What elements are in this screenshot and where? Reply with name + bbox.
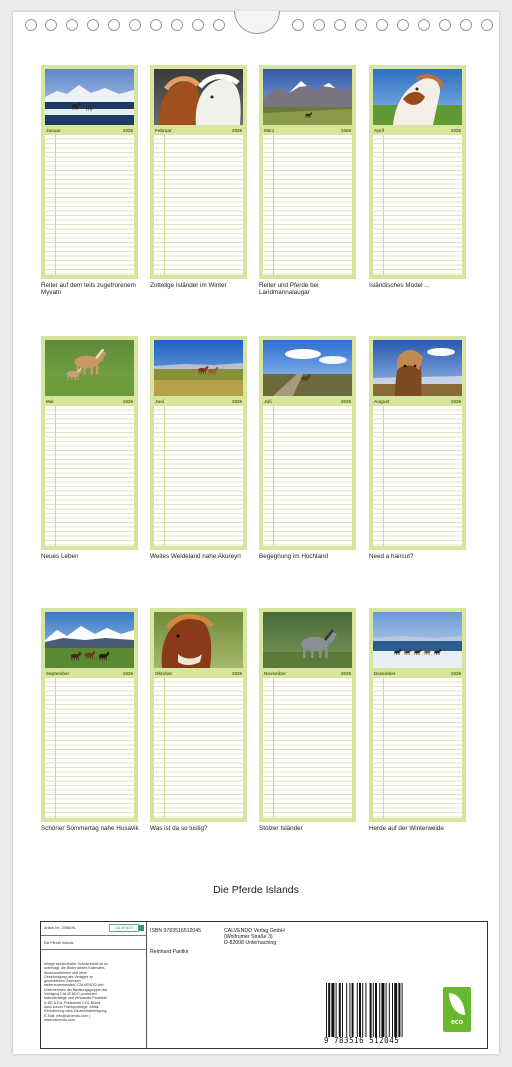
month-card-juli [259, 336, 356, 550]
binding-hole [150, 19, 162, 31]
month-photo [45, 612, 134, 668]
month-year: 2026 [450, 128, 461, 133]
month-year: 2026 [231, 399, 242, 404]
month-header [372, 397, 463, 405]
month-name: Juli [264, 399, 272, 404]
calendar-title: Die Pferde Islands [213, 884, 299, 896]
month-name: Dezember [374, 671, 396, 676]
eco-label: eco [450, 1019, 464, 1026]
month-card-januar [41, 65, 138, 279]
binding-hole [108, 19, 120, 31]
binding-hole [171, 19, 183, 31]
binding-hole [397, 19, 409, 31]
month-card-november [259, 608, 356, 822]
month-card-oktober [150, 608, 247, 822]
calendar-sheet [13, 12, 499, 1054]
day-grid [263, 135, 352, 275]
month-name: Januar [46, 128, 61, 133]
month-header [153, 126, 244, 134]
barcode-image [324, 983, 430, 1037]
isbn: ISBN 9783516512045 [150, 928, 202, 934]
month-card-april [369, 65, 466, 279]
binding-hole [418, 19, 430, 31]
month-photo [263, 612, 352, 668]
month-name: August [374, 399, 390, 404]
month-card-dezember [369, 608, 466, 822]
day-grid [154, 678, 243, 818]
day-grid [373, 135, 462, 275]
month-caption: Begegnung im Hochland [259, 553, 328, 560]
month-name: Februar [155, 128, 172, 133]
month-name: Juni [155, 399, 165, 404]
day-grid [373, 406, 462, 546]
month-card-juni [150, 336, 247, 550]
month-caption: Reiter und Pferde bei Landmannalaugar [259, 282, 319, 296]
month-caption: Weites Weideland nahe Akureyri [150, 553, 241, 560]
binding-hole [313, 19, 325, 31]
day-grid [263, 406, 352, 546]
month-header [153, 397, 244, 405]
month-card-märz [259, 65, 356, 279]
binding-hole [481, 19, 493, 31]
month-year: 2026 [231, 128, 242, 133]
binding-hole [45, 19, 57, 31]
month-caption: Stolzer Isländer [259, 825, 303, 832]
article-number: Artikel-Nr.: 2086291 [44, 926, 76, 930]
publisher-line-1: CALVENDO Verlag GmbH [224, 928, 285, 934]
month-name: Mai [46, 399, 54, 404]
day-grid [45, 135, 134, 275]
month-photo [45, 340, 134, 396]
month-year: 2026 [122, 671, 133, 676]
month-year: 2026 [122, 128, 133, 133]
month-caption: Neues Leben [41, 553, 79, 560]
month-name: September [46, 671, 70, 676]
binding-hole [292, 19, 304, 31]
calvendo-logo: CALVENDO [109, 924, 139, 932]
imprint-left-column [41, 922, 147, 1048]
month-card-september [41, 608, 138, 822]
month-photo [45, 69, 134, 125]
month-photo [154, 612, 243, 668]
binding-hole [129, 19, 141, 31]
month-year: 2026 [340, 128, 351, 133]
month-card-februar [150, 65, 247, 279]
month-header [372, 126, 463, 134]
month-name: März [264, 128, 275, 133]
binding-hole [334, 19, 346, 31]
binding-hole [460, 19, 472, 31]
leaf-icon [449, 993, 465, 1015]
month-caption: Zottelige Isländer im Winter [150, 282, 227, 289]
month-caption: Isländisches Model ... [369, 282, 430, 289]
month-year: 2026 [450, 671, 461, 676]
month-photo [373, 69, 462, 125]
month-year: 2026 [450, 399, 461, 404]
month-card-mai [41, 336, 138, 550]
month-header [262, 126, 353, 134]
ean-number: 9 783516 512045 [324, 1036, 400, 1045]
eco-badge-icon [443, 987, 471, 1032]
legal-notice: Infolge beschränkter Schutzrechte ist es untersagt, die Bilder dieses Kalenders herauszutrennen und ohne Genehmigung des Verlages zu gewerblichen Zwecken weiterzuverwenden. CALVENDO (ein Unternehmen der Beratungsgruppe des Verlages) CALVENDO produziert kalenderartige und verwandte Produkte in DE & EU. Preiswerte CO2-Bilanz dank kurzer Transportwege. Abfall-Reduzierung dank Einzelstückfertigung. E-Mail: info@calvendo.com | www.calvendo.com [44, 962, 108, 1022]
month-year: 2026 [122, 399, 133, 404]
month-name: November [264, 671, 287, 676]
binding-hole [192, 19, 204, 31]
month-photo [263, 69, 352, 125]
month-caption: Was ist da so lustig? [150, 825, 208, 832]
binding-hole [355, 19, 367, 31]
month-caption: Reiter auf dem teils zugefrorenem Myvatn [41, 282, 136, 296]
month-photo [373, 340, 462, 396]
publisher-line-3: D-82008 Unterhaching [224, 940, 277, 946]
month-caption: Need a haircut? [369, 553, 414, 560]
month-photo [263, 340, 352, 396]
month-header [262, 397, 353, 405]
day-grid [45, 678, 134, 818]
imprint-box [40, 921, 488, 1049]
binding-hole [66, 19, 78, 31]
month-name: April [374, 128, 385, 133]
hanger-notch [234, 11, 280, 34]
day-grid [45, 406, 134, 546]
month-year: 2026 [340, 399, 351, 404]
binding-hole [87, 19, 99, 31]
month-caption: Schöner Sommertag nahe Husavik [41, 825, 139, 832]
month-year: 2026 [340, 671, 351, 676]
month-year: 2026 [231, 671, 242, 676]
binding-hole [213, 19, 225, 31]
month-header [44, 397, 135, 405]
publisher-line-2: (Wolfrumer Straße 3) [224, 934, 273, 940]
author: Reinhard Pantke [150, 949, 189, 955]
month-header [153, 669, 244, 677]
binding-hole [376, 19, 388, 31]
day-grid [373, 678, 462, 818]
month-name: Oktober [155, 671, 173, 676]
product-title: Die Pferde Islands [44, 941, 74, 945]
day-grid [154, 406, 243, 546]
day-grid [263, 678, 352, 818]
month-header [44, 669, 135, 677]
month-header [372, 669, 463, 677]
month-caption: Herde auf der Winterweide [369, 825, 444, 832]
day-grid [154, 135, 243, 275]
month-header [262, 669, 353, 677]
month-photo [154, 340, 243, 396]
logo-mark-icon [139, 925, 144, 931]
binding-hole [25, 19, 37, 31]
month-header [44, 126, 135, 134]
month-card-august [369, 336, 466, 550]
month-photo [154, 69, 243, 125]
month-photo [373, 612, 462, 668]
binding-hole [439, 19, 451, 31]
